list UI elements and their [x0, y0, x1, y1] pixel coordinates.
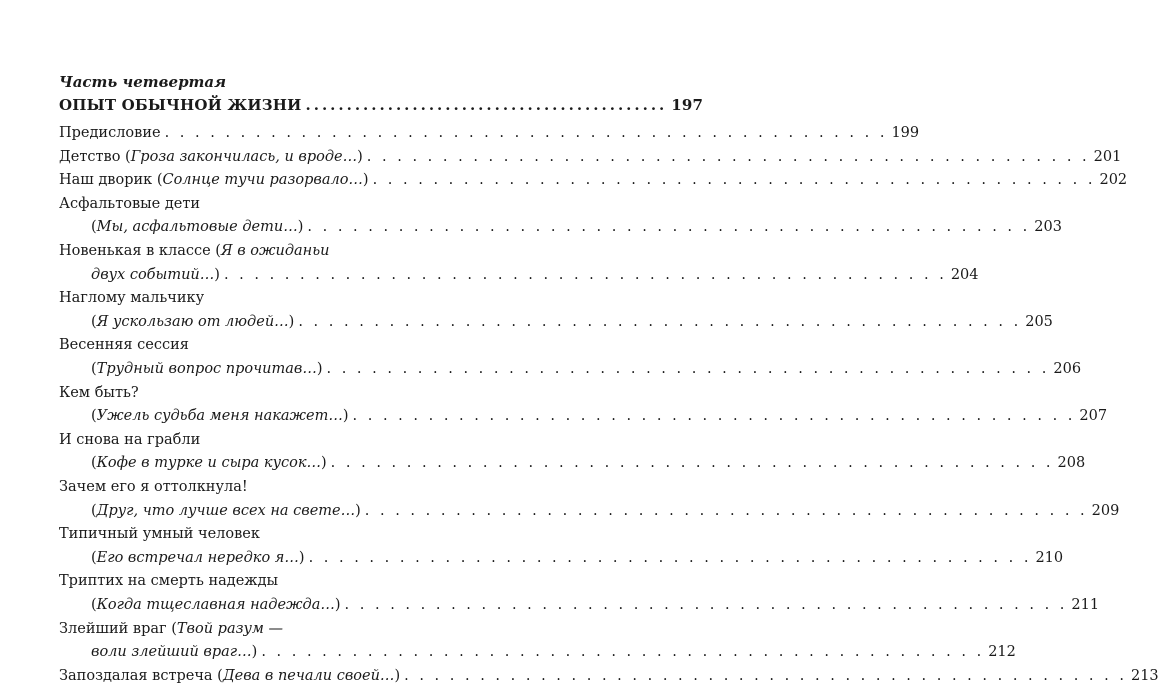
- entry-title-plain: (: [91, 219, 97, 236]
- entry-title-italic: Мы, асфальтовые дети…: [96, 219, 298, 236]
- page-number: 213: [1130, 667, 1159, 684]
- toc-entry: [91, 642, 1016, 662]
- toc-entry: [91, 595, 1100, 615]
- entry-title: [91, 595, 341, 615]
- dot-leader: . . . . . . . . . . . . . . . . . . . . . . . . . . . . . . . . . . . . . . . . . . . . . . . .: [223, 266, 947, 283]
- entry-title-italic: Твой разум —: [176, 620, 284, 637]
- toc-entry: [91, 501, 1120, 521]
- entry-title: [59, 619, 283, 639]
- entry-title-italic: Я в ожиданьи: [220, 243, 330, 259]
- toc-entry: [59, 619, 395, 639]
- section-page-number: 197: [671, 96, 704, 114]
- entry-title-plain: Наш дворик (: [59, 172, 163, 189]
- entry-title: [59, 430, 200, 450]
- entry-title: [91, 501, 361, 521]
- dot-leader: . . . . . . . . . . . . . . . . . . . . . . . . . . . . . . . . . . . . . . . . . . . . . . . .: [330, 455, 1054, 472]
- entry-title-plain: Предисловие: [59, 125, 161, 141]
- toc-entry: [91, 548, 1064, 568]
- entry-title: [91, 217, 303, 237]
- toc-entry: [59, 123, 920, 143]
- entry-title-italic: Солнце тучи разорвало…: [162, 172, 363, 189]
- entry-title-tail: ): [316, 361, 323, 377]
- entry-title-italic: двух событий…: [91, 266, 215, 283]
- entry-title-italic: Я ускользаю от людей…: [96, 313, 289, 330]
- entry-title-tail: ): [334, 597, 341, 613]
- entry-title-italic: Его встречал нередко я…: [96, 549, 299, 566]
- page-number: 205: [1025, 313, 1053, 330]
- toc-entry: [91, 312, 1053, 332]
- entry-title-plain: (: [91, 597, 97, 613]
- entry-title-tail: ): [357, 148, 363, 165]
- dot-leader: . . . . . . . . . . . . . . . . . . . . . . . . . . . . . . . . . . . . . . . . . . . . . . . .: [366, 148, 1090, 165]
- page-number: 206: [1053, 361, 1082, 377]
- part-label: Часть четвертая: [59, 73, 227, 91]
- page-number: 199: [891, 125, 920, 141]
- toc-entry: [91, 217, 1062, 237]
- toc-entry: [59, 524, 395, 544]
- entry-title-italic: Гроза закончилась, и вроде…: [130, 148, 358, 165]
- entry-title-tail: ): [342, 408, 349, 425]
- page-number: 203: [1034, 219, 1062, 236]
- entry-title: [59, 335, 189, 355]
- entry-title-plain: Детство (: [59, 148, 131, 165]
- dot-leader: . . . . . . . . . . . . . . . . . . . . . . . . . . . . . . . . . . . . . . . . . . . . . . . .: [326, 361, 1050, 377]
- section-heading: [59, 95, 704, 115]
- entry-title-italic: воли злейший враг…: [91, 644, 252, 661]
- entry-title-tail: ): [298, 549, 305, 566]
- entry-title: [91, 642, 257, 662]
- entry-title-plain: (: [91, 549, 97, 566]
- entry-title-italic: Трудный вопрос прочитав…: [96, 361, 317, 377]
- entry-title-plain: Запоздалая встреча (: [59, 667, 223, 684]
- toc-entry: [59, 335, 395, 355]
- entry-title-plain: И снова на грабли: [59, 431, 201, 448]
- toc-entry: [59, 666, 1159, 686]
- entry-title: [91, 548, 305, 568]
- entry-title-tail: ): [362, 172, 369, 189]
- dot-leader: . . . . . . . . . . . . . . . . . . . . . . . . . . . . . . . . . . . . . . . . . . . . . . . .: [164, 125, 888, 141]
- entry-title-plain: Наглому мальчику: [59, 290, 205, 307]
- entry-title-plain: Новенькая в классе (: [59, 243, 221, 259]
- dot-leader: . . . . . . . . . . . . . . . . . . . . . . . . . . . . . . . . . . . . . . . . . . . . . . . .: [404, 667, 1127, 684]
- dot-leader: . . . . . . . . . . . . . . . . . . . . . . . . . . . . . . . . . . . . . . . . . . . . . . . .: [352, 408, 1076, 425]
- entry-title: [59, 170, 369, 190]
- dot-leader: ............................................: [305, 96, 668, 114]
- entry-title-italic: Ужель судьба меня накажет…: [96, 408, 343, 425]
- entry-title-plain: Злейший враг (: [59, 620, 177, 637]
- entry-title-italic: Кофе в турке и сыра кусок…: [96, 455, 321, 472]
- dot-leader: . . . . . . . . . . . . . . . . . . . . . . . . . . . . . . . . . . . . . . . . . . . . . . . .: [261, 644, 985, 661]
- toc-entry: [91, 453, 1086, 473]
- entry-title-tail: ): [321, 455, 327, 472]
- page-number: 207: [1079, 408, 1108, 425]
- entry-title-plain: Кем быть?: [59, 384, 139, 401]
- entry-title-plain: (: [91, 361, 97, 377]
- toc-entry: [59, 288, 395, 308]
- toc-entry: [59, 430, 395, 450]
- section-title: ОПЫТ ОБЫЧНОЙ ЖИЗНИ: [59, 96, 302, 114]
- toc-entry: [59, 241, 395, 261]
- page-number: 208: [1057, 455, 1086, 472]
- entry-title-plain: (: [91, 502, 97, 519]
- dot-leader: . . . . . . . . . . . . . . . . . . . . . . . . . . . . . . . . . . . . . . . . . . . . . . . .: [307, 219, 1031, 236]
- entry-title-italic: Когда тщеславная надежда…: [96, 597, 335, 613]
- entry-title: [91, 265, 220, 285]
- entry-title: [59, 383, 139, 403]
- entry-title-tail: ): [251, 644, 258, 661]
- page-number: 202: [1099, 172, 1128, 189]
- toc-entry: [91, 359, 1082, 379]
- entry-title-plain: Типичный умный человек: [59, 526, 260, 543]
- entry-title-plain: (: [91, 408, 97, 425]
- dot-leader: . . . . . . . . . . . . . . . . . . . . . . . . . . . . . . . . . . . . . . . . . . . . . . . .: [298, 313, 1022, 330]
- dot-leader: . . . . . . . . . . . . . . . . . . . . . . . . . . . . . . . . . . . . . . . . . . . . . . . .: [364, 502, 1088, 519]
- entry-title-plain: Весенняя сессия: [59, 337, 189, 354]
- toc-entry: [59, 383, 395, 403]
- entry-title: [59, 666, 400, 686]
- entry-title: [59, 524, 260, 544]
- toc-entry: [59, 571, 395, 591]
- page-number: 204: [950, 266, 979, 283]
- dot-leader: . . . . . . . . . . . . . . . . . . . . . . . . . . . . . . . . . . . . . . . . . . . . . . . .: [344, 597, 1068, 613]
- toc-entry: [59, 477, 395, 497]
- entry-title: [59, 288, 204, 308]
- toc-entry: [59, 170, 1128, 190]
- entry-title: [91, 453, 327, 473]
- entry-title: [91, 359, 323, 379]
- entry-title: [59, 477, 248, 497]
- entry-title-tail: ): [288, 313, 295, 330]
- entry-title-plain: Триптих на смерть надежды: [59, 573, 279, 590]
- page-number: 209: [1091, 502, 1120, 519]
- entry-title: [59, 194, 200, 214]
- dot-leader: . . . . . . . . . . . . . . . . . . . . . . . . . . . . . . . . . . . . . . . . . . . . . . . .: [372, 172, 1096, 189]
- page-number: 212: [988, 644, 1016, 661]
- entry-title-plain: (: [91, 455, 97, 472]
- entry-title-tail: ): [214, 266, 220, 283]
- entry-title-italic: Дева в печали своей…: [222, 667, 395, 684]
- page-number: 201: [1093, 148, 1122, 165]
- page-number: 210: [1035, 549, 1064, 566]
- entry-title: [91, 406, 349, 426]
- entry-title: [59, 147, 363, 167]
- entry-title: [59, 123, 161, 143]
- entry-title-plain: (: [91, 313, 97, 330]
- entry-title-tail: ): [297, 219, 304, 236]
- toc-entry: [91, 406, 1108, 426]
- entry-title: [59, 571, 278, 591]
- toc-entry: [59, 147, 1122, 167]
- toc-entry: [59, 194, 395, 214]
- entry-title-plain: Зачем его я оттолкнула!: [59, 479, 248, 495]
- toc-entry: [91, 265, 979, 285]
- entry-title: [59, 241, 329, 261]
- entry-title-plain: Асфальтовые дети: [59, 195, 201, 212]
- entry-title-tail: ): [355, 502, 361, 519]
- entry-title-tail: ): [394, 667, 401, 684]
- entry-title: [91, 312, 294, 332]
- dot-leader: . . . . . . . . . . . . . . . . . . . . . . . . . . . . . . . . . . . . . . . . . . . . . . . .: [308, 549, 1032, 566]
- page-number: 211: [1071, 597, 1100, 613]
- entry-title-italic: Друг, что лучше всех на свете…: [96, 502, 356, 519]
